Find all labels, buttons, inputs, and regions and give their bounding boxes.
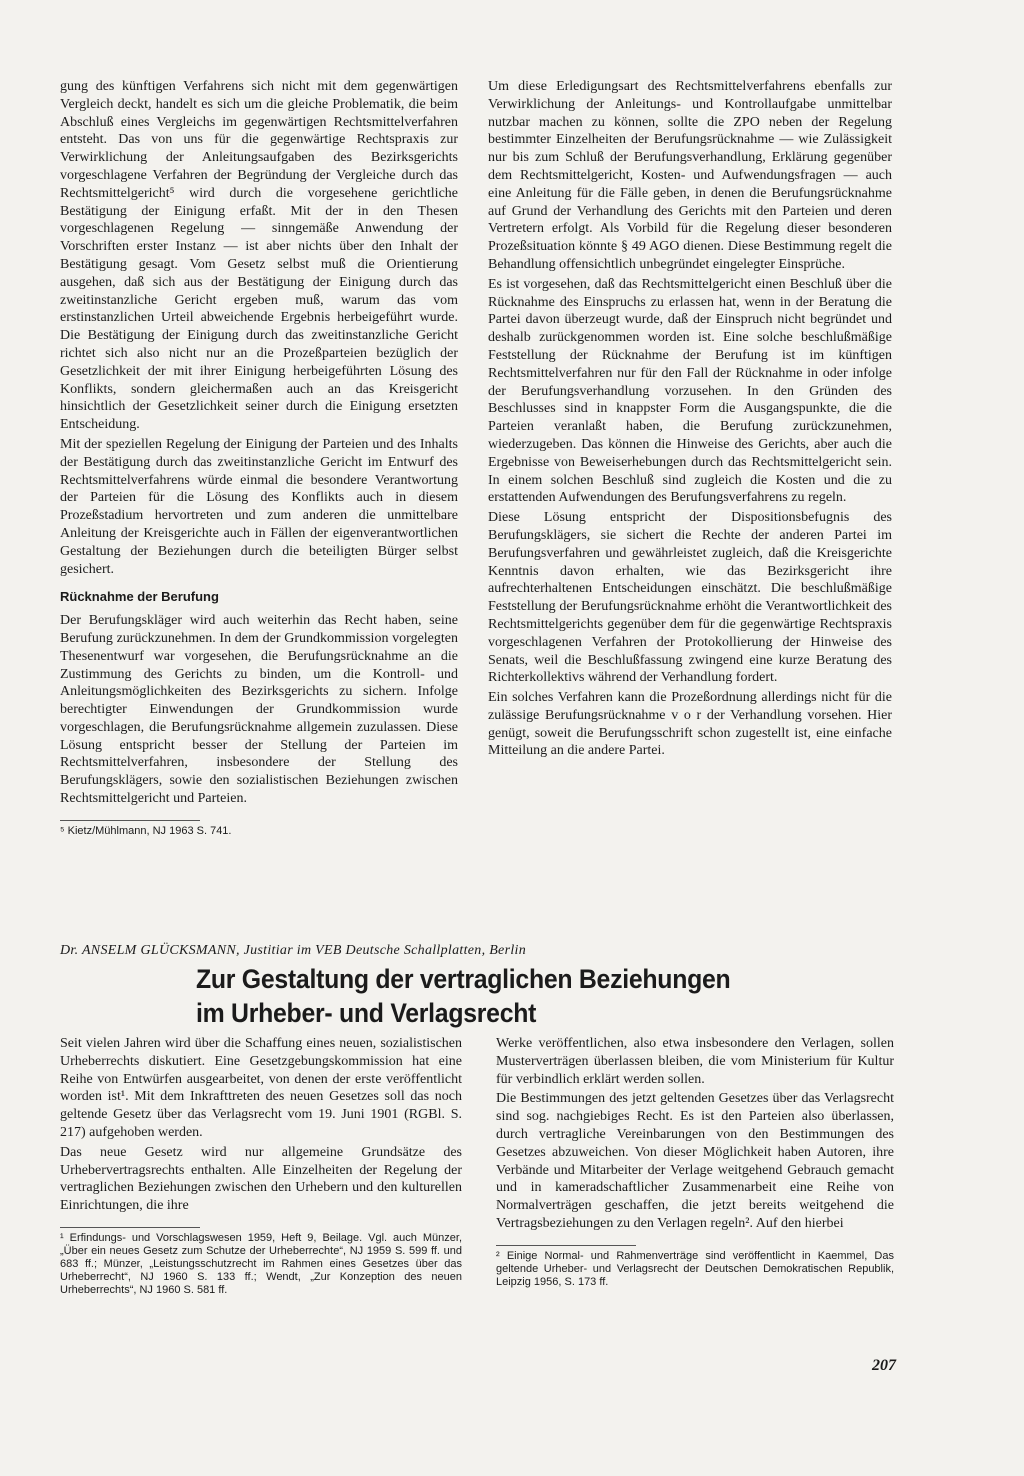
paragraph: Es ist vorgesehen, daß das Rechtsmittelgericht einen Beschluß über die Rücknahme des Einspruchs zu erlassen hat, wenn in der Beratung die Partei davon überzeugt wurde, daß der Einspruch nicht begründet und deshalb zurückgenommen worden ist. Eine solche beschlußmäßige Feststellung der Rücknahme der Berufung ist im künftigen Rechtsmittelverfahren nur für den Fall der Rücknahme in oder infolge der Berufungsverhandlung vorzusehen. In den Gründen des Beschlusses sind in knappster Form die Ausgangspunkte, die die Parteien veranlaßt haben, die Berufung zurückzunehmen, wiederzugeben. Das können die Hinweise des Gerichts, aber auch die Ergebnisse von Beweiserhebungen durch das Rechtsmittelgericht sein. In einem solchen Beschluß sind zugleich die Kosten und die zu erstattenden Aufwendungen des Berufungsverfahrens zu regeln.: [488, 276, 892, 506]
author-byline: Dr. ANSELM GLÜCKSMANN, Justitiar im VEB Deutsche Schallplatten, Berlin: [60, 943, 526, 958]
paragraph: Werke veröffentlichen, also etwa insbesondere den Verlagen, sollen Musterverträgen überlassen bleiben, die vom Ministerium für Kultur für verbindlich erklärt werden sollen.: [496, 1036, 894, 1087]
footnote-divider: [60, 1227, 200, 1228]
paragraph: Ein solches Verfahren kann die Prozeßordnung allerdings nicht für die zulässige Berufungsrücknahme v o r der Verhandlung vorsehen. Hier genügt, soweit die Berufungsschrift schon zugestellt ist, eine einfache Mitteilung an die andere Partei.: [488, 690, 892, 759]
footnote-divider: [60, 820, 200, 821]
paragraph: Der Berufungskläger wird auch weiterhin das Recht haben, seine Berufung zurückzunehmen. In dem der Grundkommission vorgelegten Thesenentwurf war vorgesehen, die Berufungsrücknahme an die Zustimmung des Gerichts zu binden, um die Kontroll- und Anleitungsmöglichkeiten des Bezirksgerichts zu sichern. Infolge berechtigter Einwendungen der Grundkommission wurde vorgeschlagen, die Berufungsrücknahme allgemein zuzulassen. Diese Lösung entspricht besser der Stellung der Parteien im Rechtsmittelverfahren, insbesondere der Stellung des Berufungsklägers, sowie den sozialistischen Beziehungen zwischen Rechtsmittelgericht und Parteien.: [60, 613, 458, 807]
paragraph: Mit der speziellen Regelung der Einigung der Parteien und des Inhalts der Bestätigung durch das zweitinstanzliche Gericht im Entwurf des Rechtsmittelverfahrens würde einmal die besondere Verantwortung der Parteien für die Lösung des Konflikts auch in diesem Prozeßstadium hervortreten und zum anderen die unmittelbare Anleitung der Kreisgerichte auch in Fällen der eigenverantwortlichen Gestaltung der Beziehungen durch die beteiligten Bürger selbst gesichert.: [60, 436, 458, 577]
section-subheading: Rücknahme der Berufung: [60, 589, 219, 605]
paragraph: gung des künftigen Verfahrens sich nicht mit dem gegenwärtigen Vergleich deckt, handelt es sich um die gleiche Problematik, die beim Abschluß eines Vergleichs im gegenwärtigen Rechtsmittelverfahren entsteht. Das von uns für die gegenwärtige Rechtspraxis zur Verwirklichung der Anleitungsaufgaben des Bezirksgerichts vorgeschlagene Verfahren der Begründung der Vergleiche durch das Rechtsmittelgericht⁵ wird durch die vorgesehene gerichtliche Bestätigung der Einigung erfaßt. Mit der in den Thesen vorgeschlagenen Regelung — sinngemäße Anwendung der Vorschriften erster Instanz — ist aber nichts über den Inhalt der Bestätigung gesagt. Vom Gesetz selbst muß die Orientierung ausgehen, daß sich aus der Bestätigung der Einigung durch das zweitinstanzliche Gericht ergeben muß, warum das vom erstinstanzlichen Urteil abweichende Ergebnis herbeigeführt wurde. Die Bestätigung der Einigung durch das zweitinstanzliche Gericht richtet sich also nicht nur an die Prozeßparteien bezüglich der Gesetzlichkeit der mit ihrer Einigung herbeigeführten Lösung des Konflikts, sondern gleichermaßen auch an das Kreisgericht hinsichtlich der Gesetzlichkeit seiner durch die Einigung ersetzten Entscheidung.: [60, 79, 458, 433]
footnote: ⁵ Kietz/Mühlmann, NJ 1963 S. 741.: [60, 824, 232, 837]
paragraph: Diese Lösung entspricht der Dispositionsbefugnis des Berufungsklägers, sie sichert die Rechte der anderen Partei im Berufungsverfahren und gewährleistet zugleich, daß die Kreisgerichte Kenntnis davon erhalten, wie das Bezirksgericht ihre aufrechterhaltenen Entscheidungen einschätzt. Die beschlußmäßige Feststellung der Berufungsrücknahme erhöht die Verantwortlichkeit des Rechtsmittelgerichts gegenüber dem für die gegenwärtige Rechtspraxis vorgeschlagenen Verfahren der Protokollierung der Hinweise des Senats, weil die Beschlußfassung zwingend eine kurze Beratung des Richterkollektivs während der Verhandlung fordert.: [488, 510, 892, 686]
paragraph: Seit vielen Jahren wird über die Schaffung eines neuen, sozialistischen Urheberrechts diskutiert. Eine Gesetzgebungskommission hat eine Reihe von Entwürfen ausgearbeitet, von denen der erste veröffentlicht worden ist¹. Mit dem Inkrafttreten des neuen Gesetzes soll das noch geltende Gesetz über das Verlagsrecht vom 19. Juni 1901 (RGBl. S. 217) aufgehoben werden.: [60, 1036, 462, 1140]
paragraph: Das neue Gesetz wird nur allgemeine Grundsätze des Urhebervertragsrechts enthalten. Alle Einzelheiten der Regelung der vertraglichen Beziehungen zwischen den Urhebern und den kulturellen Einrichtungen, die ihre: [60, 1144, 462, 1214]
page-number: 207: [872, 1357, 896, 1374]
upper-left-column: [60, 78, 458, 838]
footnote: ² Einige Normal- und Rahmenverträge sind veröffentlicht in Kaemmel, Das geltende Urheber- und Verlagsrecht der Deutschen Demokratischen Republik, Leipzig 1956, S. 173 ff.: [496, 1249, 894, 1288]
headline-line: Zur Gestaltung der vertraglichen Beziehungen: [196, 964, 731, 994]
headline-line: im Urheber- und Verlagsrecht: [196, 998, 537, 1028]
lower-right-column: [496, 1035, 894, 1289]
paragraph: Um diese Erledigungsart des Rechtsmittelverfahrens ebenfalls zur Verwirklichung der Anleitungs- und Kontrollaufgabe unmittelbar nutzbar machen zu können, sollte die ZPO neben der Regelung bestimmter Einzelheiten der Berufungsrücknahme — wie Zulässigkeit nur bis zum Schluß der Berufungsverhandlung, Erklärung gegenüber dem Rechtsmittelgericht, Kosten- und Aufwendungsfragen — auch eine Anleitung für die Fälle geben, in denen die Berufungsrücknahme auf Grund der Verhandlung des Gerichts mit den Parteien und deren Vertretern erfolgt. Als Vorbild für die Regelung dieser besonderen Prozeßsituation könnte § 49 AGO dienen. Diese Bestimmung regelt die Behandlung offensichtlich unbegründet eingelegter Einsprüche.: [488, 79, 892, 272]
footnote: ¹ Erfindungs- und Vorschlagswesen 1959, Heft 9, Beilage. Vgl. auch Münzer, „Über ein neues Gesetz zum Schutze der Urheberrechte“, NJ 1959 S. 599 ff. und 683 ff.; Münzer, „Leistungsschutzrecht im Rahmen eines Gesetzes über das Urheberrecht“, NJ 1960 S. 133 ff.; Wendt, „Zur Konzeption des neuen Urheberrechts“, NJ 1960 S. 581 ff.: [60, 1231, 462, 1296]
footnote-divider: [496, 1245, 636, 1246]
article-headline: [196, 962, 785, 1030]
paragraph: Die Bestimmungen des jetzt geltenden Gesetzes über das Verlagsrecht sind sog. nachgiebiges Recht. Es ist den Parteien also überlassen, durch vertragliche Vereinbarungen von den Bestimmungen des Gesetzes abzuweichen. Von dieser Möglichkeit haben Autoren, ihre Verbände und Mitarbeiter der Verlage weitgehend Gebrauch gemacht und in kameradschaftlicher Zusammenarbeit eine Reihe von Normalverträgen geschaffen, die jetzt bereits weitgehend die Vertragsbeziehungen zu den Verlagen regeln². Auf den hierbei: [496, 1091, 894, 1231]
upper-right-column: [488, 78, 892, 760]
lower-left-column: [60, 1035, 462, 1297]
